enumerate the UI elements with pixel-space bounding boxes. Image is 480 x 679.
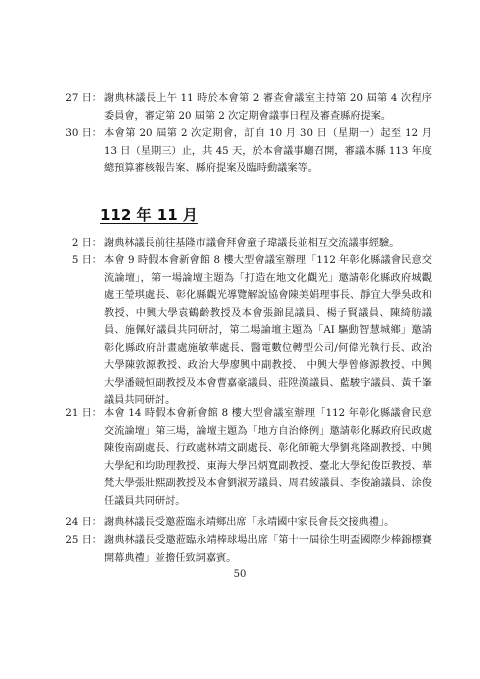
entry-date: 21 日： (65, 408, 102, 419)
entry-oct-27 (62, 90, 432, 125)
entry-text: 謝典林議長前往基隆市議會拜會童子瑋議長並相互交流議事經驗。 (104, 238, 400, 249)
entry-nov-2 (62, 235, 422, 253)
entry-nov-21 (62, 405, 432, 510)
entry-date: 25 日： (65, 535, 102, 546)
entry-nov-24 (62, 514, 422, 532)
entry-text: 謝典林議長上午 11 時於本會第 2 審查會議室主持第 20 屆第 4 次程序委員會，審定第 20 屆第 2 次定期會議事日程及審查縣府提案。 (104, 93, 432, 122)
entry-date: 27 日： (65, 93, 102, 104)
month-heading: 112 年 11 月 (100, 206, 198, 224)
entry-text: 本會第 20 屆第 2 次定期會，訂自 10 月 30 日（星期一）起至 12 月 13 日（星期三）止，共 45 天，於本會議事廳召開，審議本縣 113 年度總預算審核報告案、縣府提案及臨時動議案等。 (104, 128, 432, 174)
entry-oct-30 (62, 125, 432, 178)
entry-date: 24 日： (65, 517, 102, 528)
entry-text: 謝典林議長受邀蒞臨永靖棒球場出席「第十一屆徐生明盃國際少棒錦標賽開幕典禮」並擔任致詞嘉賓。 (104, 535, 432, 564)
entry-text: 本會 14 時假本會新會館 8 樓大型會議室辦理「112 年彰化縣議會民意交流論壇」第三場，論壇主題為「地方自治條例」邀請彰化縣政府民政處陳俊南副處長、行政處林靖文副處長、彰化師範大學劉兆隆副教授、中興大學紀和均助理教授、東海大學呂炳寬副教授、臺北大學紀俊臣教授、華梵大學張壯熙副教授及本會劉淑芳議員、周君綾議員、李俊諭議員、涂俊任議員共同研討。 (104, 408, 432, 507)
entry-text: 謝典林議長受邀蒞臨永靖鄉出席「永靖國中家長會長交接典禮」。 (104, 517, 395, 528)
entry-date: 30 日： (65, 128, 102, 139)
entry-nov-5 (62, 252, 432, 410)
page-number: 50 (233, 569, 247, 580)
entry-text: 本會 9 時假本會新會館 8 樓大型會議室辦理「112 年彰化縣議會民意交流論壇」，第一場論壇主題為「打造在地文化觀光」邀請彰化縣政府城觀處王瑩琪處長、彰化縣觀光導覽解說協會陳美娟理事長、靜宜大學吳政和教授、中興大學袁鶴齡教授及本會張錦昆議員、楊子賢議員、陳綺舫議員、施佩好議員共同研討，第二場論壇主題為「AI 驅動智慧城鄉」邀請彰化縣政府計畫處施敏華處長、醫電數位轉型公司/何偉光執行長、政治大學陳敦源教授、政治大學廖興中副教授、 中興大學曾修源教授、中興大學潘競恒副教授及本會曹嘉豪議員、莊陞漢議員、藍駿宇議員、黃千峯議員共同研討。 (104, 255, 432, 406)
entry-nov-25 (62, 532, 432, 567)
entry-date: 2 日： (71, 238, 102, 249)
entry-date: 5 日： (71, 255, 102, 266)
